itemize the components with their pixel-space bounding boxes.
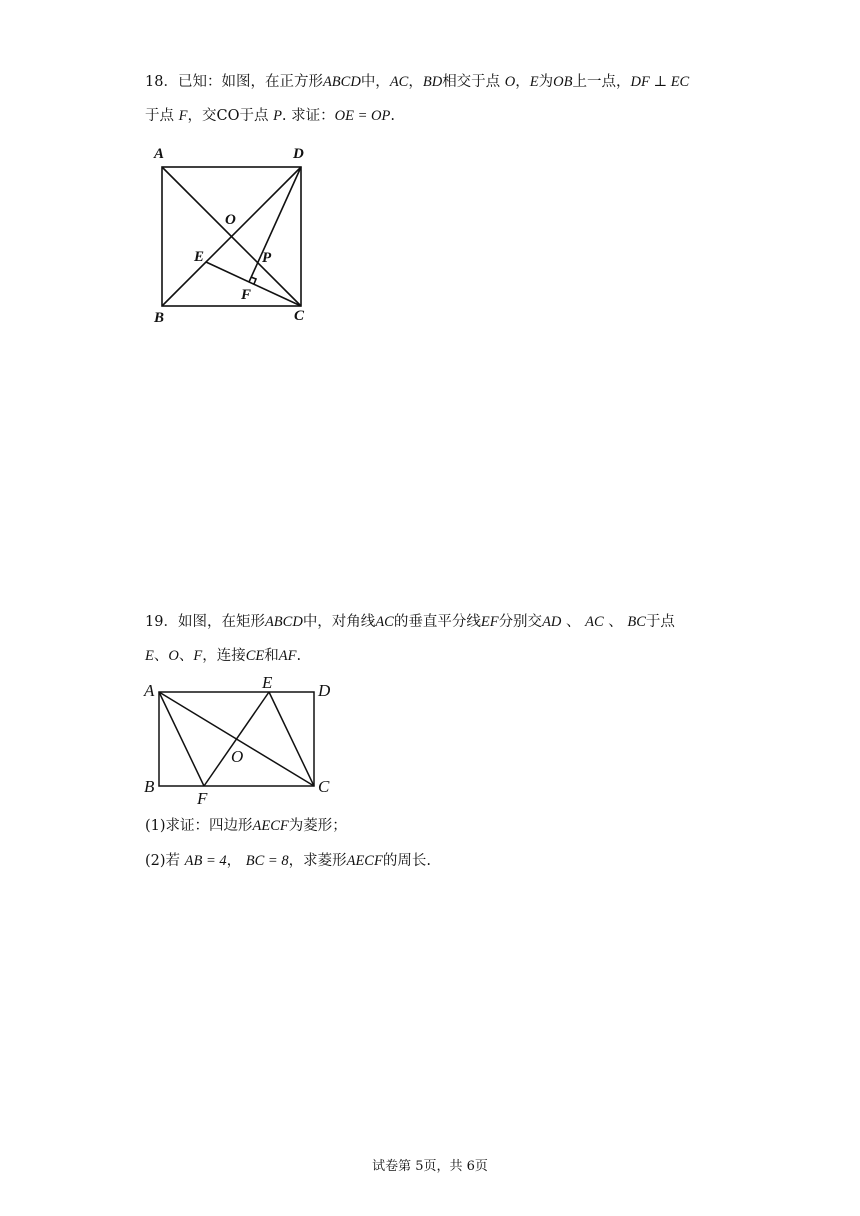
label-d: D [293, 146, 304, 162]
label-o: O [231, 747, 244, 766]
q19-part1: (1)求证：四边形AECF为菱形； [145, 818, 347, 834]
label-p: P [262, 250, 272, 266]
page-footer: 试卷第 5页，共 6页 [372, 1159, 488, 1174]
label-c: C [318, 777, 330, 796]
q18-figure [140, 140, 340, 330]
label-f: F [197, 789, 208, 808]
label-f: F [241, 287, 252, 303]
label-b: B [144, 777, 155, 796]
q19-part2: (2)若 AB = 4， BC = 8，求菱形AECF的周长. [145, 853, 431, 869]
label-e: E [194, 249, 205, 265]
q18-line2: 于点 F，交CO于点 P. 求证：OE = OP. [145, 108, 395, 124]
q19-figure [140, 674, 350, 810]
label-e: E [262, 674, 273, 692]
q19-text [145, 608, 725, 670]
label-o: O [225, 212, 236, 228]
label-a: A [154, 146, 165, 162]
q19-line2: E、O、F，连接CE和AF. [145, 648, 302, 664]
label-c: C [294, 308, 305, 324]
segment-ef [204, 692, 269, 786]
label-b: B [154, 310, 165, 326]
label-a: A [144, 681, 155, 700]
q19-line1: 19．如图，在矩形ABCD中，对角线AC的垂直平分线EF分别交AD 、 AC 、 BC于点 [145, 614, 675, 630]
segment-ec [206, 262, 301, 306]
segment-df [249, 167, 301, 282]
q18-text [145, 68, 725, 130]
label-d: D [318, 681, 331, 700]
q18-line1: 18．已知：如图，在正方形ABCD中，AC，BD相交于点 O，E为OB上一点，DF ⊥ EC [145, 74, 690, 90]
